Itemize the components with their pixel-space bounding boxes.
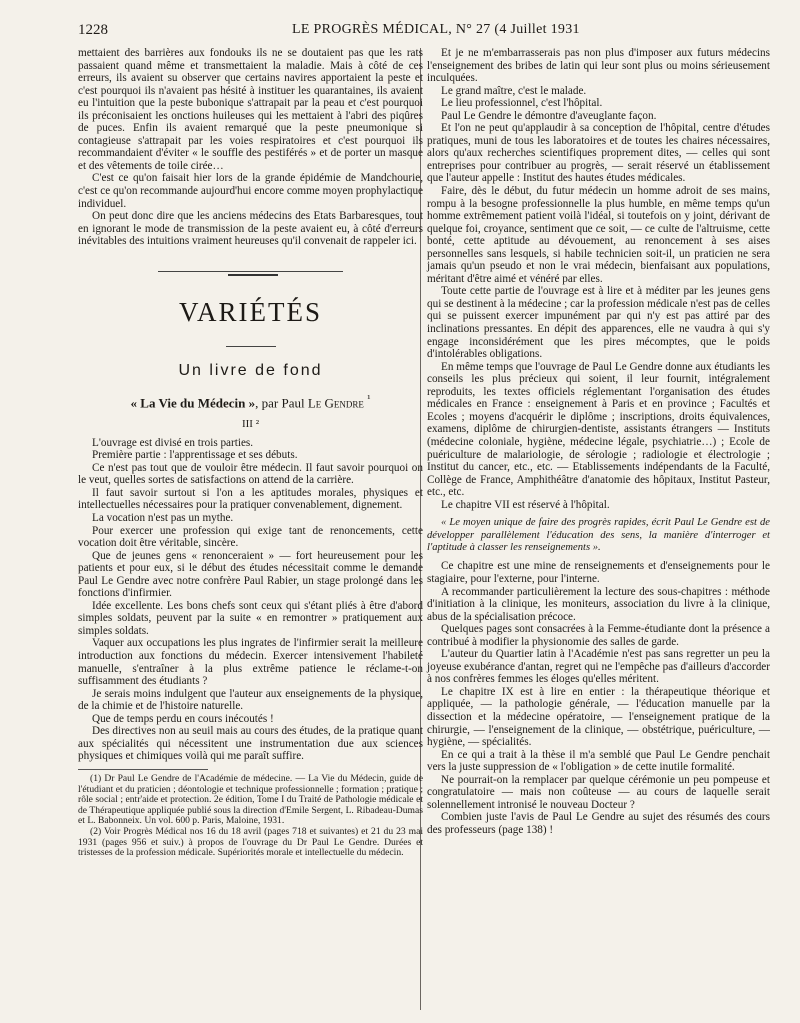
- right-paragraph: Et l'on ne peut qu'applaudir à sa conception de l'hôpital, centre d'études pratiques, muni de tous les laboratoires et de toutes les chaires nécessaires, alors qu'aux recherches scientifiques proprement dites, — celles qui sont entreprises pour contribuer au progrès, — serait réservé un établissement que l'auteur appelle : Institut des hautes études médicales.: [427, 122, 770, 185]
- right-paragraph: Le chapitre VII est réservé à l'hôpital.: [441, 498, 610, 511]
- footnote-rule: [78, 769, 208, 770]
- ornamental-divider: [78, 248, 423, 298]
- right-paragraph: Le lieu professionnel, c'est l'hôpital.: [441, 97, 603, 110]
- right-paragraph: Quelques pages sont consacrées à la Femme-étudiante dont la présence a contribué à modifier la physionomie des salles de garde.: [427, 623, 770, 648]
- right-paragraph: En ce qui a trait à la thèse il m'a semblé que Paul Le Gendre penchait vers la juste suppression de « l'obligation » de cette inutile formalité.: [427, 748, 770, 774]
- section-title: VARIÉTÉS: [178, 296, 322, 327]
- body-paragraph: Pour exercer une profession qui exige tant de renoncements, cette vocation doit être véritable, sincère.: [78, 524, 423, 550]
- right-paragraph: Paul Le Gendre le démontre d'aveuglante façon.: [441, 109, 657, 122]
- right-paragraph: A recommander particulièrement la lecture des sous-chapitres : méthode d'initiation à la clinique, les moniteurs, association du livre à la clinique, abus de la spécialisation précoce.: [427, 585, 770, 623]
- left-column: [78, 47, 423, 859]
- right-paragraph: Ce chapitre est une mine de renseignements et d'enseignements pour le stagiaire, pour l'externe, pour l'interne.: [427, 560, 770, 585]
- left-paragraph: C'est ce qu'on faisait hier lors de la grande épidémie de Mandchourie, c'est ce qu'on recommande aujourd'hui encore comme moyen prophylactique individuel.: [78, 172, 423, 210]
- footnote: (1) Dr Paul Le Gendre de l'Académie de médecine. — La Vie du Médecin, guide de l'étudiant et du praticien ; déontologie et technique professionnelle ; formation ; pratique ; rôle social ; entr'aide et protection. 2e édition, Tome I du Traité de Pathologie médicale et de Thérapeutique appliquée publié sous la direction d'Emile Sergent, L. Ribadeau-Dumas et L. Babonneix. Un vol. 600 p. Paris, Maloine, 1931.: [78, 772, 423, 827]
- book-by: , par Paul: [255, 395, 305, 411]
- running-header: [78, 22, 768, 44]
- body-paragraph: Que de temps perdu en cours inécoutés !: [92, 712, 274, 725]
- body-paragraph: Idée excellente. Les bons chefs sont ceux qui s'étant pliés à être d'abord simples soldats, peuvent par la suite « en remontrer » pratiquement aux simples soldats.: [78, 599, 423, 637]
- book-title: « La Vie du Médecin »: [130, 395, 256, 411]
- body-paragraph: L'ouvrage est divisé en trois parties.: [92, 436, 254, 449]
- part-label: III ²: [241, 418, 260, 431]
- right-column: [427, 47, 770, 836]
- right-paragraph: L'auteur du Quartier latin à l'Académie n'est pas sans regretter un peu la joyeuse exubérance d'antan, regret qui ne l'empêche pas d'ailleurs d'accorder à nos confrères femmes les éloges qu'elles méritent.: [427, 648, 770, 686]
- book-author: Le Gendre: [307, 395, 364, 411]
- right-paragraph: Et je ne m'embarrasserais pas non plus d'imposer aux futurs médecins l'enseignement des bribes de latin qui leur sont plus ou moins sérieusement inculquées.: [427, 47, 770, 85]
- right-paragraph: Le chapitre IX est à lire en entier : la thérapeutique théorique et appliquée, — la pathologie générale, — l'éducation manuelle par la dissection et la médecine opératoire, — l'enseignement pratique de la chirurgie, — l'enseignement de la clinique, — obstétrique, puériculture, — hygiène, — spécialités.: [427, 685, 770, 749]
- body-paragraph: Il faut savoir surtout si l'on a les aptitudes morales, physiques et intellectuelles nécessaires pour la pratiquer convenablement, dignement.: [78, 486, 423, 512]
- body-paragraph: Ce n'est pas tout que de vouloir être médecin. Il faut savoir pourquoi on le veut, quelles sortes de satisfactions on attend de la carrière.: [78, 461, 423, 487]
- body-paragraph: Je serais moins indulgent que l'auteur aux enseignements de la physique, de la chimie et de l'histoire naturelle.: [78, 687, 423, 713]
- running-title: LE PROGRÈS MÉDICAL, N° 27 (4 Juillet 1931: [292, 22, 580, 37]
- body-paragraph: Que de jeunes gens « renonceraient » — fort heureusement pour les patients et pour eux, si le début des études nécessitait comme le demande Paul Le Gendre avec notre confrère Paul Rabier, un stage prolongé dans les fonctions d'infirmier.: [78, 549, 423, 600]
- body-paragraph: La vocation n'est pas un mythe.: [92, 512, 234, 524]
- page-number: 1228: [78, 22, 108, 38]
- right-paragraph: Combien juste l'avis de Paul Le Gendre au sujet des résumés des cours des professeurs (page 138) !: [427, 811, 770, 836]
- right-paragraph: Faire, dès le début, du futur médecin un homme adroit de ses mains, rompu à la besogne professionnelle la plus humble, en même temps qu'un homme extrêmement patient voilà l'idéal, si toutefois on y joint, dérivant de quelque foi, croyance, sentiment que ce soit, — ce culte de l'altruisme, cette bonté, cette aptitude au dévouement, au renoncement à ses aises personnelles sans lesquels, si habile technicien soit-il, un praticien ne sera jamais qu'un pseudo et non le vrai médecin, bienfaisant aux populations, méritant d'être aimé et vénéré par elles.: [427, 185, 770, 285]
- body-paragraph: Vaquer aux occupations les plus ingrates de l'infirmier serait la meilleure introduction aux fonctions du médecin. Exercer intensivement l'habileté manuelle, s'entraîner à la plus extrême patience le réclame-t-on suffisamment des étudiants ?: [78, 637, 423, 688]
- title-rule: [226, 346, 276, 347]
- right-paragraph: En même temps que l'ouvrage de Paul Le Gendre donne aux étudiants les conseils les plus précieux qui soient, il leur fournit, intégralement reproduits, les textes officiels réglementant l'organisation des études médicales en France : enseignement à Paris et en province ; Facultés et Ecoles ; moyens d'acquérir le diplôme ; inscriptions, droits équivalences, examens, diplôme de chirurgien-dentiste, assistants étrangers — Instituts (médecine coloniale, hygiène, médecine légale, psychiatrie…) ; Ecole de puériculture de malariologie, de sérologie ; radiologie et électrologie ; Institut du cancer, etc., etc. — Etablissements indépendants de la Faculté, Collège de France, Amphithéâtre d'anatomie des hôpitaux, Institut Pasteur, etc., etc.: [427, 360, 770, 499]
- quoted-citation: « Le moyen unique de faire des progrès rapides, écrit Paul Le Gendre est de développer parallèlement l'éducation des sens, la manière d'interroger et l'aptitude à classer les renseignements ».: [427, 517, 770, 554]
- footnote-ref: ¹: [367, 393, 371, 406]
- left-paragraph: mettaient des barrières aux fondouks ils ne se doutaient pas que les rats passaient quand même et transmettaient la maladie. Mais à côté de ces erreurs, ils avaient su observer que certains navires apportaient la peste et c'est pourquoi ils n'avaient pas hésité à instituer les quarantaines, ils avaient eu l'intuition que la peste bubonique s'attrapait par la peau et c'est pourquoi ils préconisaient les onctions huileuses qui les mettaient à l'abri des piqûres de puces. Enfin ils avaient remarqué que la peste pneumonique si contagieuse s'attrapait par les voies respiratoires et c'est pourquoi ils recommandaient d'éviter « le souffle des pestiférés » et de porter un masque et des vêtements de toile cirée…: [78, 47, 423, 172]
- footnote: (2) Voir Progrès Médical nos 16 du 18 avril (pages 718 et suivantes) et 21 du 23 mai 1931 (pages 956 et suiv.) à propos de l'ouvrage du Dr Paul Le Gendre. Durées et tristesses de la profession médicale. Supériorités morale et intellectuelle du médecin.: [78, 825, 423, 859]
- body-paragraph: Première partie : l'apprentissage et ses débuts.: [92, 449, 298, 462]
- article-subtitle: Un livre de fond: [178, 361, 323, 379]
- right-paragraph: Toute cette partie de l'ouvrage est à lire et à méditer par les jeunes gens qui se destinent à la médecine ; car la profession médicale n'est pas de celles qui se puissent exercer impunément par qui n'y est pas attiré par des inclinations pressantes. En dépit des apparences, elle ne vaudra à qui s'y engage inconsidérément que les pires mécomptes, que le poids d'intolérables obligations.: [427, 285, 770, 361]
- right-paragraph: Ne pourrait-on la remplacer par quelque cérémonie un peu pompeuse et congratulatoire — mais non coûteuse — au cours de laquelle serait solennellement intronisé le nouveau Docteur ?: [427, 773, 770, 811]
- left-paragraph: On peut donc dire que les anciens médecins des Etats Barbaresques, tout en ignorant le mode de transmission de la peste avaient eu, à côté d'erreurs inévitables des intuitions vraiment heureuses qu'il convenait de rappeler ici.: [78, 210, 423, 248]
- right-paragraph: Le grand maître, c'est le malade.: [441, 84, 587, 97]
- body-paragraph: Des directives non au seuil mais au cours des études, de la pratique quant aux spécialités qui nécessitent une instrumentation due aux sciences physiques et chimiques voilà qui me paraît suffire.: [78, 725, 423, 763]
- book-heading: [78, 393, 423, 410]
